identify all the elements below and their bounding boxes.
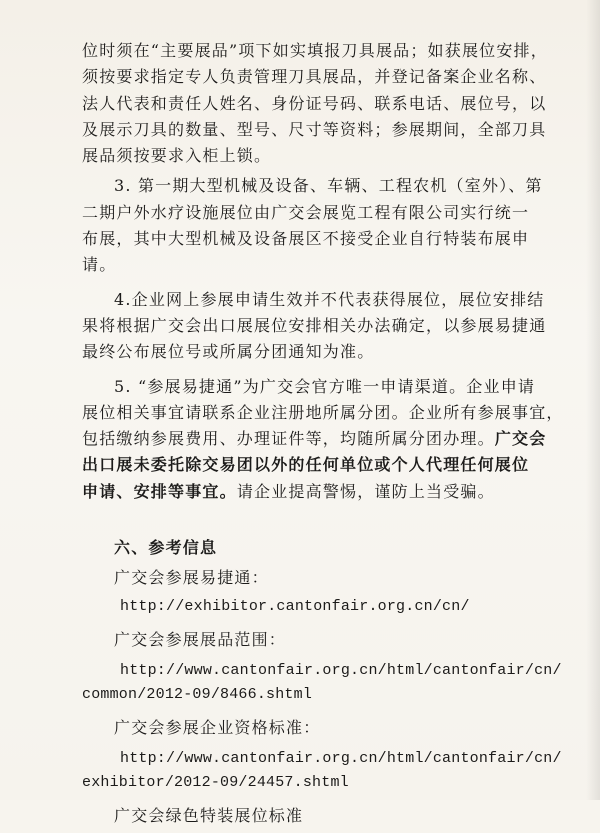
text-line: 3. 第一期大型机械及设备、车辆、工程农机（室外）、第 [114,176,543,196]
paragraph-item-5 [82,374,562,505]
text-line: 展品须按要求入柜上锁。 [82,146,272,166]
text-line: 5. “参展易捷通”为广交会官方唯一申请渠道。企业申请 [114,376,536,396]
text-line: 二期户外水疗设施展位由广交会展览工程有限公司实行统一 [82,202,530,222]
text-line [82,426,562,452]
text-line: 须按要求指定专人负责管理刀具展品，并登记备案企业名称、 [82,67,547,87]
text-line: 及展示刀具的数量、型号、尺寸等资料；参展期间，全部刀具 [82,119,547,139]
text-span: 请企业提高警惕，谨防上当受骗。 [236,481,495,501]
ref-label-exhibitor: 广交会参展易捷通： [114,568,269,588]
bold-warning-text: 出口展未委托除交易团以外的任何单位或个人代理任何展位 [82,455,530,475]
ref-url-exhibitor[interactable]: http://exhibitor.cantonfair.org.cn/cn/ [120,598,470,616]
ref-label-product-scope: 广交会参展展品范围： [114,630,287,650]
bold-warning-text: 申请、安排等事宜。 [82,481,237,501]
text-span: 包括缴纳参展费用、办理证件等，均随所属分团办理。 [82,429,495,449]
ref-label-qualification: 广交会参展企业资格标准： [114,718,321,738]
ref-url-product-scope-cont[interactable]: common/2012-09/8466.shtml [82,686,313,704]
text-line: 布展，其中大型机械及设备展区不接受企业自行特装布展申 [82,229,530,249]
section-heading: 六、参考信息 [114,538,218,558]
text-line: 果将根据广交会出口展展位安排相关办法确定，以参展易捷通 [82,315,547,335]
document-body [82,38,562,833]
scan-edge-shadow [586,0,600,800]
ref-url-product-scope[interactable]: http://www.cantonfair.org.cn/html/cantonfair/cn/ [120,662,562,680]
ref-url-qualification[interactable]: http://www.cantonfair.org.cn/html/cantonfair/cn/ [120,750,562,768]
text-line: 展位相关事宜请联系企业注册地所属分团。企业所有参展事宜， [82,402,564,422]
text-line [82,479,562,505]
paragraph-item-3 [82,173,562,278]
text-line: 请。 [82,255,117,275]
text-line: 最终公布展位号或所属分团通知为准。 [82,342,375,362]
ref-url-qualification-cont[interactable]: exhibitor/2012-09/24457.shtml [82,774,349,792]
text-line: 位时须在“主要展品”项下如实填报刀具展品；如获展位安排， [82,41,548,60]
ref-label-green-booth: 广交会绿色特装展位标准 [114,806,304,826]
text-line: 4.企业网上参展申请生效并不代表获得展位，展位安排结 [114,289,545,309]
bold-warning-text: 广交会 [494,429,547,449]
paragraph-knife-exhibits [82,38,562,169]
paragraph-item-4 [82,287,562,366]
text-line: 法人代表和责任人姓名、身份证号码、联系电话、展位号，以 [82,93,547,113]
